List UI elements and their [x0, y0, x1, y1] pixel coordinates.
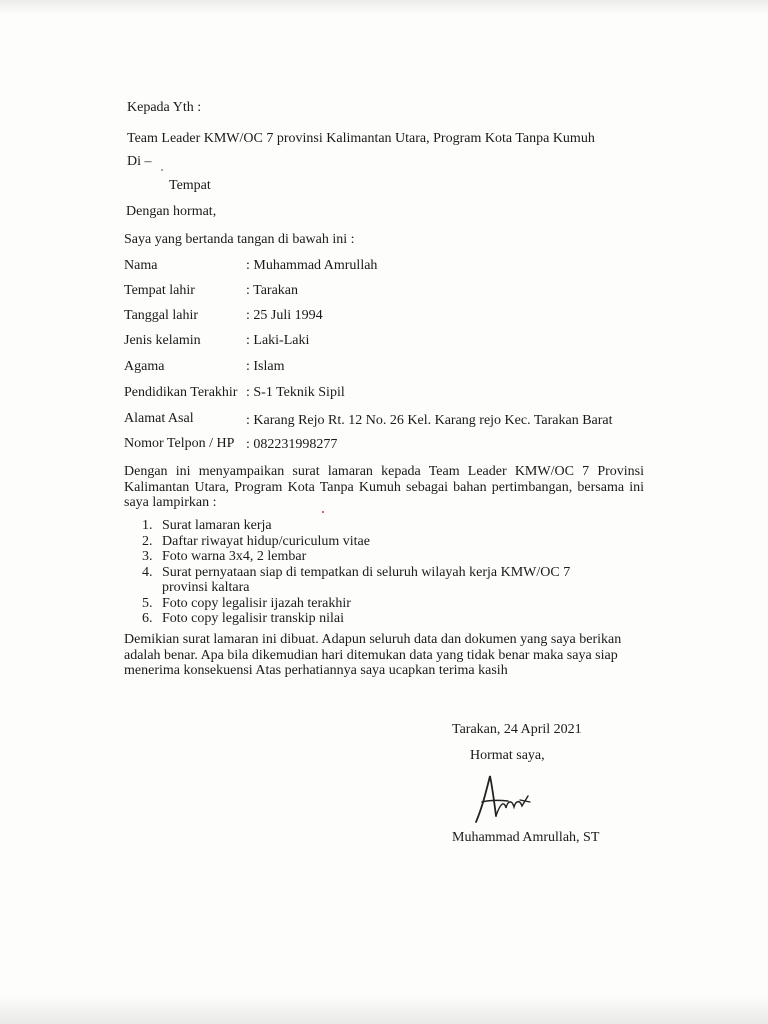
greeting: Dengan hormat, [126, 204, 217, 219]
scan-edge-top [0, 0, 768, 14]
field-value: : Muhammad Amrullah [246, 258, 378, 273]
body-paragraph: Dengan ini menyampaikan surat lamaran kepada Team Leader KMW/OC 7 Provinsi Kalimantan Utara, Program Kota Tanpa Kumuh sebagai bahan pertimbangan, bersama ini saya lampirkan : [124, 464, 644, 510]
list-number: 4. [142, 564, 153, 580]
field-value: : S-1 Teknik Sipil [246, 385, 345, 400]
field-label: Tempat lahir [124, 283, 195, 298]
field-label: Alamat Asal [124, 411, 194, 426]
list-text: Foto copy legalisir ijazah terakhir [162, 595, 351, 611]
list-text: Foto warna 3x4, 2 lembar [162, 549, 307, 564]
intro-line: Saya yang bertanda tangan di bawah ini : [124, 232, 355, 247]
list-number: 2. [142, 533, 153, 549]
field-value: : Tarakan [246, 283, 299, 298]
scan-edge-bottom [0, 996, 768, 1024]
field-value: : Karang Rejo Rt. 12 No. 26 Kel. Karang rejo Kec. Tarakan Barat [246, 413, 613, 428]
field-value: : 25 Juli 1994 [246, 308, 323, 323]
closing-paragraph: Demikian surat lamaran ini dibuat. Adapun seluruh data dan dokumen yang saya berikan adalah benar. Apa bila dikemudian hari ditemukan data yang tidak benar maka saya siap menerima konsekuensi Atas perhatiannya saya ucapkan terima kasih [124, 632, 622, 678]
list-number: 6. [142, 611, 153, 626]
field-label: Pendidikan Terakhir [124, 385, 238, 400]
field-value: : Islam [246, 359, 285, 374]
ink-speck [322, 511, 324, 513]
field-label: Jenis kelamin [124, 333, 201, 348]
list-text: Surat pernyataan siap di tempatkan di seluruh wilayah kerja KMW/OC 7 provinsi kaltara [162, 564, 571, 595]
place-date: Tarakan, 24 April 2021 [452, 722, 582, 737]
field-label: Agama [124, 359, 165, 374]
list-item [124, 534, 644, 550]
recipient: Team Leader KMW/OC 7 provinsi Kalimantan Utara, Program Kota Tanpa Kumuh [127, 131, 595, 146]
field-value: : Laki-Laki [246, 333, 310, 348]
list-item [124, 565, 644, 596]
list-item [124, 549, 644, 565]
regards: Hormat saya, [470, 748, 545, 763]
list-text: Daftar riwayat hidup/curiculum vitae [162, 533, 370, 549]
list-number: 3. [142, 549, 153, 564]
list-text: Surat lamaran kerja [162, 518, 272, 533]
field-label: Tanggal lahir [124, 308, 199, 323]
dust-speck [161, 169, 163, 171]
attachment-list [124, 518, 644, 627]
signature-image [468, 770, 540, 826]
field-label: Nama [124, 258, 158, 273]
di-line: Di – [127, 154, 152, 169]
field-value: : 082231998277 [246, 437, 338, 452]
list-number: 1. [142, 518, 153, 533]
salutation-to: Kepada Yth : [127, 100, 202, 115]
list-number: 5. [142, 595, 153, 611]
list-text: Foto copy legalisir transkip nilai [162, 611, 344, 626]
list-item [124, 596, 644, 612]
signer-name: Muhammad Amrullah, ST [452, 830, 600, 845]
field-label: Nomor Telpon / HP [124, 436, 235, 451]
list-item [124, 611, 644, 627]
tempat-line: Tempat [169, 178, 211, 193]
list-item [124, 518, 644, 534]
